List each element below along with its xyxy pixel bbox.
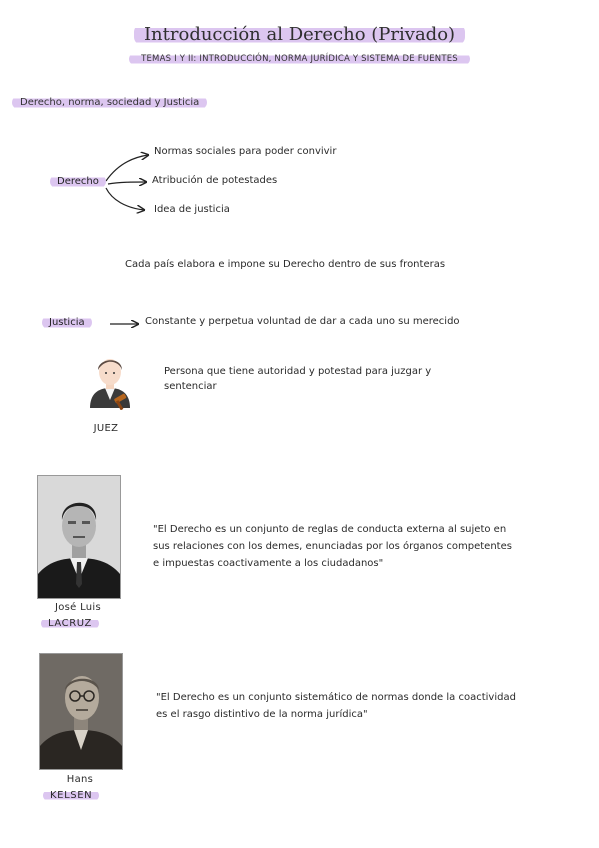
lacruz-surname: LACRUZ [41,618,99,629]
kelsen-first-name: Hans [66,774,94,785]
lacruz-first-name: José Luis [54,602,102,613]
arrow-to-idea [106,188,144,210]
justicia-definition: Constante y perpetua voluntad de dar a cada uno su merecido [145,316,460,327]
lacruz-quote-line2: sus relaciones con los demes, enunciadas por los órganos competentes [153,541,512,552]
territorial-note: Cada país elabora e impone su Derecho dentro de sus fronteras [125,259,446,270]
lacruz-portrait [37,475,121,599]
section-heading: Derecho, norma, sociedad y Justicia [12,96,207,109]
derecho-item-atribucion: Atribución de potestades [152,175,278,186]
derecho-item-normas: Normas sociales para poder convivir [154,146,337,157]
justicia-term: Justicia [42,316,92,329]
lacruz-quote-line1: "El Derecho es un conjunto de reglas de conducta externa al sujeto en [153,524,507,535]
arrow-to-normas [106,155,148,181]
lacruz-quote-line3: e impuestas coactivamente a los ciudadanos" [153,558,384,569]
juez-label: JUEZ [93,423,119,434]
page-title-text: Introducción al Derecho (Privado) [134,24,465,45]
page-subtitle-text: TEMAS I Y II: INTRODUCCIÓN, NORMA JURÍDICA Y SISTEMA DE FUENTES [129,53,470,65]
derecho-term: Derecho [50,175,106,188]
kelsen-quote-line2: es el rasgo distintivo de la norma jurídica" [156,709,368,720]
kelsen-quote-line1: "El Derecho es un conjunto sistemático de normas donde la coactividad [156,692,516,703]
arrow-to-atribucion [108,182,146,184]
juez-description-line2: sentenciar [164,381,217,392]
juez-description-line1: Persona que tiene autoridad y potestad para juzgar y [164,366,432,377]
kelsen-surname: KELSEN [43,790,99,801]
kelsen-portrait [39,653,123,770]
derecho-item-justicia: Idea de justicia [154,204,230,215]
judge-icon [84,350,136,410]
